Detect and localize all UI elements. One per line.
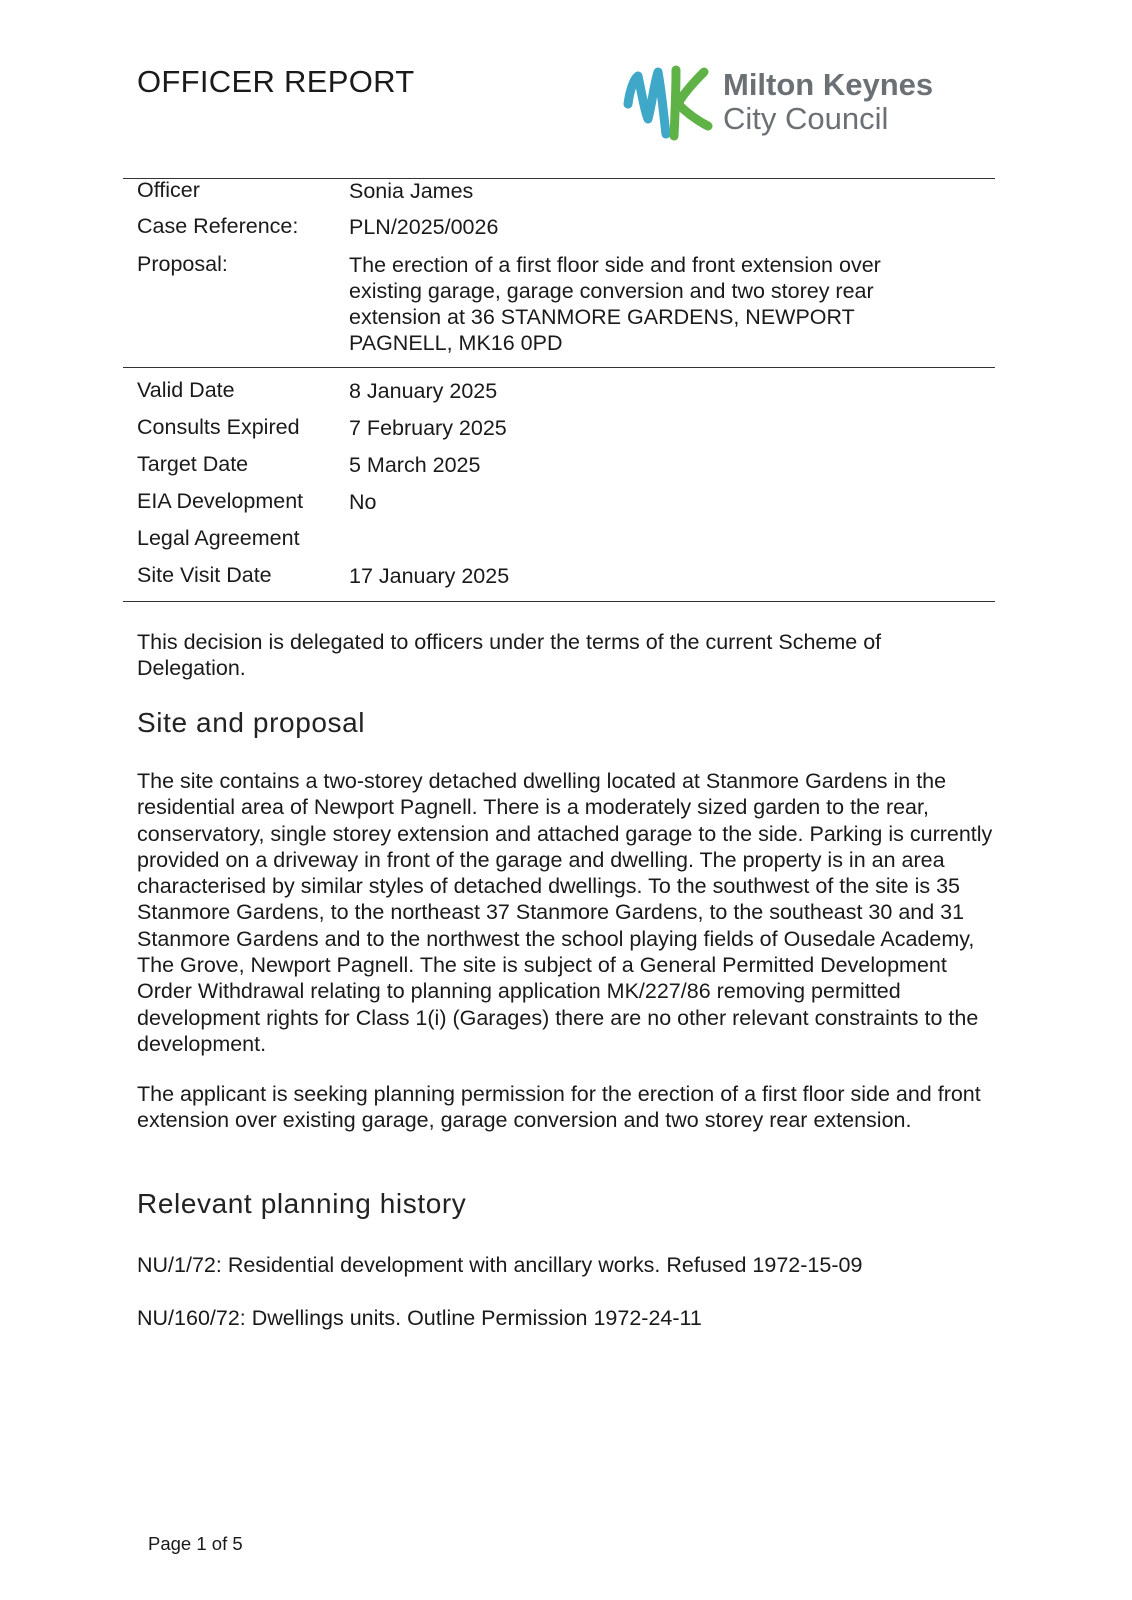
eia-development-label: EIA Development bbox=[137, 489, 304, 513]
valid-date-value: 8 January 2025 bbox=[349, 379, 498, 403]
divider bbox=[123, 601, 995, 602]
officer-label: Officer bbox=[137, 178, 200, 202]
council-logo bbox=[620, 64, 992, 144]
officer-value: Sonia James bbox=[349, 179, 474, 203]
logo-text bbox=[723, 68, 933, 136]
site-and-proposal-heading: Site and proposal bbox=[137, 707, 366, 738]
target-date-value: 5 March 2025 bbox=[349, 453, 481, 477]
eia-development-value: No bbox=[349, 490, 377, 514]
consults-expired-value: 7 February 2025 bbox=[349, 416, 507, 440]
divider bbox=[123, 367, 995, 368]
proposal-label: Proposal: bbox=[137, 252, 228, 276]
proposal-value: The erection of a first floor side and front extension over existing garage, garage conversion and two storey rear extension at 36 STANMORE GARDENS, NEWPORT PAGNELL, MK16 0PD bbox=[349, 253, 881, 355]
planning-history-item: NU/160/72: Dwellings units. Outline Permission 1972-24-11 bbox=[137, 1306, 702, 1330]
page-title: OFFICER REPORT bbox=[137, 64, 415, 99]
mk-logo-icon bbox=[620, 64, 720, 144]
site-description-paragraph: The site contains a two-storey detached dwelling located at Stanmore Gardens in the residential area of Newport Pagnell. There is a moderately sized garden to the rear, conservatory, single storey extension and attached garage to the side. Parking is currently provided on a driveway in front of the garage and dwelling. The property is in an area characterised by similar styles of detached dwellings. To the southwest of the site is 35 Stanmore Gardens, to the northeast 37 Stanmore Gardens, to the southeast 30 and 31 Stanmore Gardens and to the northwest the school playing fields of Ousedale Academy, The Grove, Newport Pagnell. The site is subject of a General Permitted Development Order Withdrawal relating to planning application MK/227/86 removing permitted development rights for Class 1(i) (Garages) there are no other relevant constraints to the development. bbox=[137, 769, 993, 1056]
valid-date-label: Valid Date bbox=[137, 378, 235, 402]
target-date-label: Target Date bbox=[137, 452, 249, 476]
page-number: Page 1 of 5 bbox=[148, 1533, 243, 1554]
site-visit-date-label: Site Visit Date bbox=[137, 563, 272, 587]
planning-history-item: NU/1/72: Residential development with ancillary works. Refused 1972-15-09 bbox=[137, 1253, 863, 1277]
logo-line-1: Milton Keynes bbox=[723, 67, 934, 102]
case-reference-label: Case Reference: bbox=[137, 214, 299, 238]
proposal-paragraph: The applicant is seeking planning permission for the erection of a first floor side and front extension over existing garage, garage conversion and two storey rear extension. bbox=[137, 1082, 981, 1133]
delegation-text: This decision is delegated to officers under the terms of the current Scheme of Delegation. bbox=[137, 630, 882, 681]
logo-line-2: City Council bbox=[723, 101, 889, 136]
planning-history-heading: Relevant planning history bbox=[137, 1188, 467, 1219]
legal-agreement-label: Legal Agreement bbox=[137, 526, 300, 550]
case-reference-value: PLN/2025/0026 bbox=[349, 215, 499, 239]
consults-expired-label: Consults Expired bbox=[137, 415, 300, 439]
site-visit-date-value: 17 January 2025 bbox=[349, 564, 510, 588]
